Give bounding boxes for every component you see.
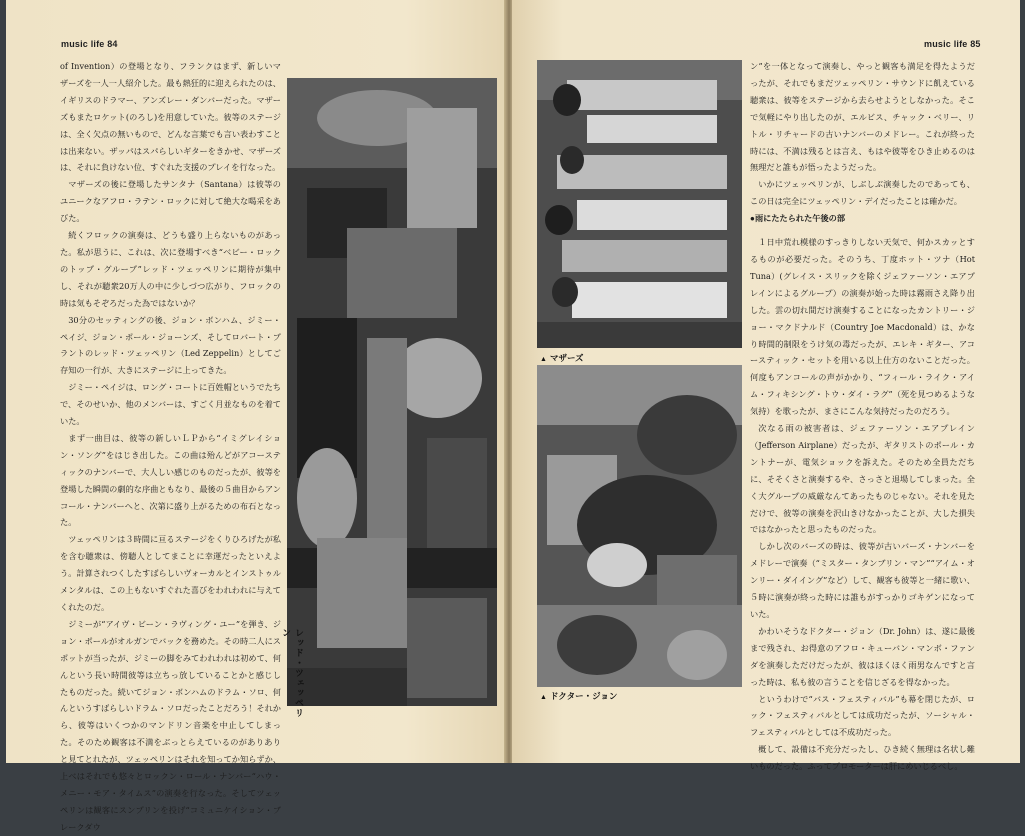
right-page: [512, 0, 1020, 772]
article-paragraph: 次なる雨の被害者は、ジェファーソン・エアプレイン（Jefferson Airplane）だったが、ギタリストのポール・カントナーが、電気ショックを訴えた。そのため全員ただちに、そそくさと演奏するや、さっさと退場してしまった。全く大グループの威厳なんてあったものじゃない。それを見ただけで、彼等の演奏を沢山きけなかったことが、大した損失ではなかったと思ったものだった。: [750, 423, 975, 535]
photo-led-zeppelin: [287, 78, 497, 706]
caption-led-zeppelin: レッド・ツェッペリン: [281, 628, 304, 718]
article-paragraph: かわいそうなドクター・ジョン（Dr. John）は、遂に最後まで残され、お得意のアフロ・キューバン・マンボ・ファンダを演奏しただけだったが、彼はほくほく雨男なんですと言った時は、私も彼の言うことを信じざるを得なかった。: [750, 625, 975, 687]
article-paragraph: 概して、設備は不充分だったし、ひき続く無理は名状し難いものだった。ふってプロモーターは肝にめいじるべし。: [750, 744, 975, 772]
article-paragraph: １日中荒れ模様のすっきりしない天気で、何かスカッとするものが必要だった。そのうち、丁度ホット・ツナ（Hot Tuna）(グレイス・スリックを除くジェファーソン・エアプレインによるグループ）の演奏が始った時は霧雨さえ降り出した。雲の切れ間だけ演奏することになったカントリー・ジョー・マクドナルド（Country Joe Macdonald）は、かなり時間的制限をうけ気の毒だったが、エレキ・ギター、アコースティック・セットを用いる以上仕方のないことだった。何度もアンコールの声がかかり、“フィール・ライク・アイム・フィキシング・トウ・ダイ・ラグ”（死を見つめるような気持）を歌ったが、まさにこんな気持だったのだろう。: [750, 237, 975, 417]
section-heading: ●雨にたたられた午後の部: [750, 214, 846, 224]
caption-marker-icon: ▲: [540, 356, 547, 363]
article-paragraph: しかし次のバーズの時は、彼等が古いバーズ・ナンバーをメドレーで演奏（“ミスター・タンブリン・マン”“アイム・オンリー・ダイイング”など）して、観客も彼等と一緒に歌い、５時に演奏が終った時には誰もがすっかりゴキゲンになっていた。: [750, 541, 975, 619]
page-header-right: music life 85: [924, 39, 981, 49]
article-paragraph: ジミーが“アイヴ・ビーン・ラヴィング・ユー”を弾き、ジョン・ポールがオルガンでバックを務めた。その時二人にスポットが当ったが、ジミーの脚をみてわれわれは初めて、何んという長い時間彼等は立ちっ放していることかと感じしたものだった。続いてジョン・ボンハムのドラム・ソロ、何んというすばらしいドラム・ソロだったことだろう！それから、彼等はいくつかのマンドリン音楽を中止してしまった。そのため観客は不満をぶっとらえているのがありありと見てとれたが、ツェッペリンはそれを知ってか知らずか、上べはそれでも悠々とロックン・ロール・ナンバー“ハウ・メニー・モア・タイムス”の演奏を行なった。そしてツェッペリンは観客にスンプリンを投げ“コミュニケイション・ブレークダウ: [60, 618, 281, 832]
left-page: [6, 0, 507, 832]
left-article-column: [60, 58, 281, 836]
article-paragraph: ツェッペリンは３時間に亘るステージをくりひろげたが私を含む聴衆は、傍聴人としてまことに幸運だったといえよう。計算されつくしたすばらしいヴォーカルとインストゥルメンタルは、この上もないすぐれた喜びをわれわれに与えてくれたのだ。: [60, 534, 281, 612]
article-paragraph: 30分のセッティングの後、ジョン・ボンハム、ジミー・ペイジ、ジョン・ポール・ジョーンズ、そしてロバート・プラントのレッド・ツェッペリン（Led Zeppelin）としてご存知の一行が、大きにステージに上ってきた。: [60, 314, 281, 376]
article-paragraph: マザーズの後に登場したサンタナ（Santana）は彼等のユニークなアフロ・ラテン・ロックに対して絶大な喝采をあびた。: [60, 179, 281, 224]
photo-led-zeppelin-image: [287, 78, 497, 706]
photo-mothers: [537, 60, 742, 348]
page-header-left: music life 84: [61, 39, 118, 49]
article-paragraph: ジミー・ペイジは、ロング・コートに百姓帽というでたちで、そのせいか、他のメンバーは、すごく月並なものを着ていた。: [60, 382, 281, 427]
caption-dr-john: ▲ ドクター・ジョン: [540, 691, 618, 701]
right-article-column: [750, 58, 975, 775]
article-paragraph: 続くフロックの演奏は、どうも盛り上らないものがあった。私が思うに、これは、次に登場すべき“ベビー・ロックのトップ・グループ”レッド・ツェッペリンに期待が集中し、それが聴衆20万人の中に少しづつ広がり、フロックの時は気もそぞろだった為ではないか？: [60, 230, 281, 308]
photo-dr-john: [537, 365, 742, 687]
caption-marker-icon: ▲: [540, 694, 547, 701]
article-paragraph: まず一曲目は、彼等の新しいＬＰから“イミグレイション・ソング”をはじき出した。この曲は殆んどがアコースティックのナンバーで、大人しい感じのものだったが、彼等を登場した瞬間の劇的な序曲ともなり、最後の５曲目からアンコール・ナンバーへと、次第に盛り上がるための布石となった。: [60, 432, 281, 528]
caption-mothers: ▲ マザーズ: [540, 353, 584, 363]
article-paragraph: いかにツェッペリンが、しぶしぶ演奏したのであっても、この日は完全にツェッペリン・デイだったことは確かだ。: [750, 179, 975, 207]
photo-dr-john-image: [537, 365, 742, 687]
photo-mothers-image: [537, 60, 742, 348]
article-paragraph: というわけで“バス・フェスティバル”も幕を閉じたが、ロック・フェスティバルとしては成功だったが、ソーシャル・フェスティバルとしては不成功だった。: [750, 693, 975, 738]
article-paragraph: ン”を一体となって演奏し、やっと観客も満足を得たようだったが、それでもまだツェッペリン・サウンドに飢えている聴衆は、彼等をステージから去らせようとしなかった。そこで気軽にやり出したのが、エルビス、チャック・ベリー、リトル・リチャードの古いナンバーのメドレー。これが終った時には、不満は残るとは言え、もはや彼等をひき止めるのは無理だと誰もが悟ったようだった。: [750, 61, 975, 173]
article-paragraph: of Invention）の登場となり、フランクはまず、新しいマザーズを一人一人紹介した。最も熱狂的に迎えられたのは、イギリスのドラマー、アンズレー・ダンバーだった。マザーズもまたロケット(のろし)を用意していた。彼等のステージは、全く欠点の無いもので、どんな言葉でも言い表わすことは出来ない。ザッパはスパらしいギターをきかせ、マザーズは、それに負けない位、すぐれた支援のプレイを行なった。: [60, 61, 281, 173]
